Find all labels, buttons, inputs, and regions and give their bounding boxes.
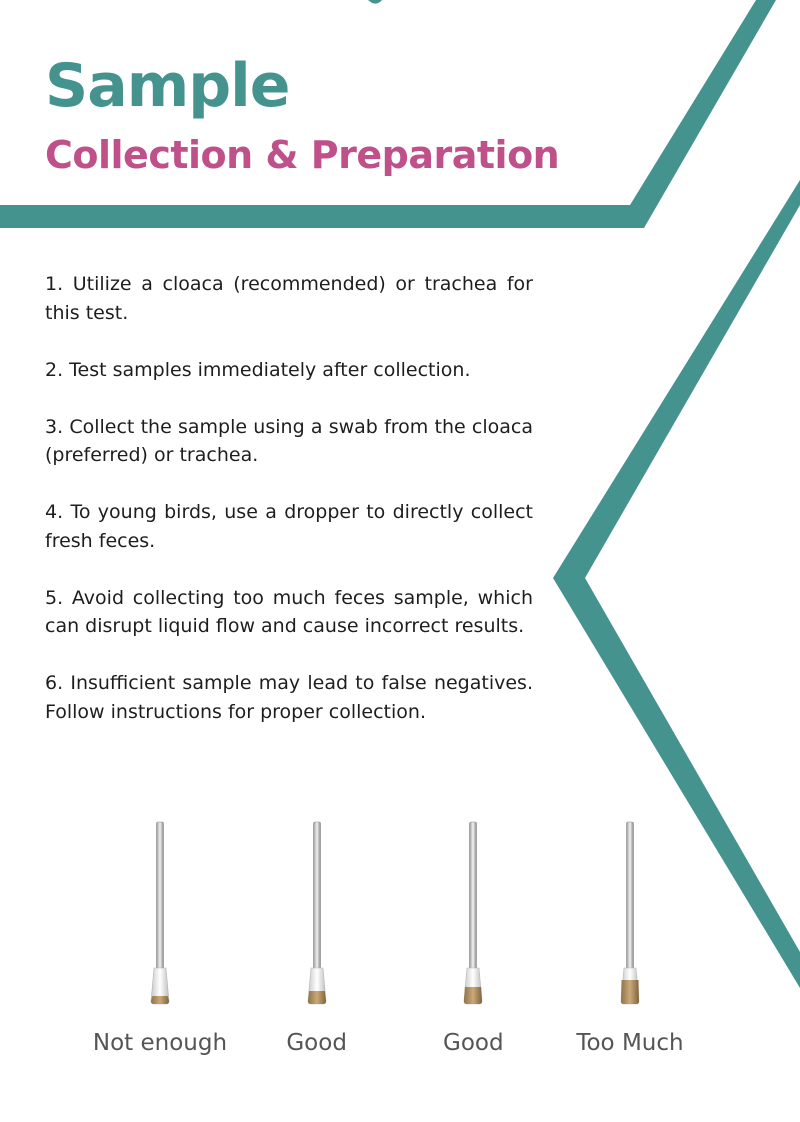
instruction-step: 2. Test samples immediately after collection. — [45, 358, 471, 381]
instruction-step: 1. Utilize a cloaca (recommended) or trachea for this test. — [45, 273, 533, 324]
instruction-list — [45, 270, 533, 755]
swab-stick — [470, 822, 477, 972]
swab-sample — [308, 991, 326, 1004]
swab-sample — [464, 987, 482, 1004]
swab-item — [555, 820, 705, 1060]
swab-stick — [626, 822, 633, 972]
instruction-step: 6. Insufficient sample may lead to false negatives. Follow instructions for proper collection. — [45, 672, 533, 723]
swab-label: Too Much — [576, 1030, 684, 1056]
swab-sample — [151, 996, 169, 1004]
instruction-step: 3. Collect the sample using a swab from the cloaca (preferred) or trachea. — [45, 415, 533, 466]
swab-stick — [157, 822, 164, 972]
swab-item — [242, 820, 392, 1060]
swab-comparison — [85, 820, 705, 1060]
instruction-step: 4. To young birds, use a dropper to directly collect fresh feces. — [45, 501, 533, 552]
top-accent — [368, 0, 382, 4]
swab-stick — [313, 822, 320, 972]
page-title: Sample — [45, 51, 290, 121]
swab-label: Not enough — [92, 1030, 228, 1056]
instruction-step: 5. Avoid collecting too much feces sample, which can disrupt liquid flow and cause incorrect results. — [45, 586, 533, 637]
swab-illustration — [297, 820, 337, 1010]
swab-sample — [621, 980, 639, 1004]
swab-item — [398, 820, 548, 1060]
swab-label: Good — [286, 1030, 347, 1056]
swab-label: Good — [443, 1030, 504, 1056]
swab-illustration — [610, 820, 650, 1010]
swab-item — [85, 820, 235, 1060]
page-subtitle: Collection & Preparation — [45, 133, 560, 177]
swab-illustration — [453, 820, 493, 1010]
swab-illustration — [140, 820, 180, 1010]
